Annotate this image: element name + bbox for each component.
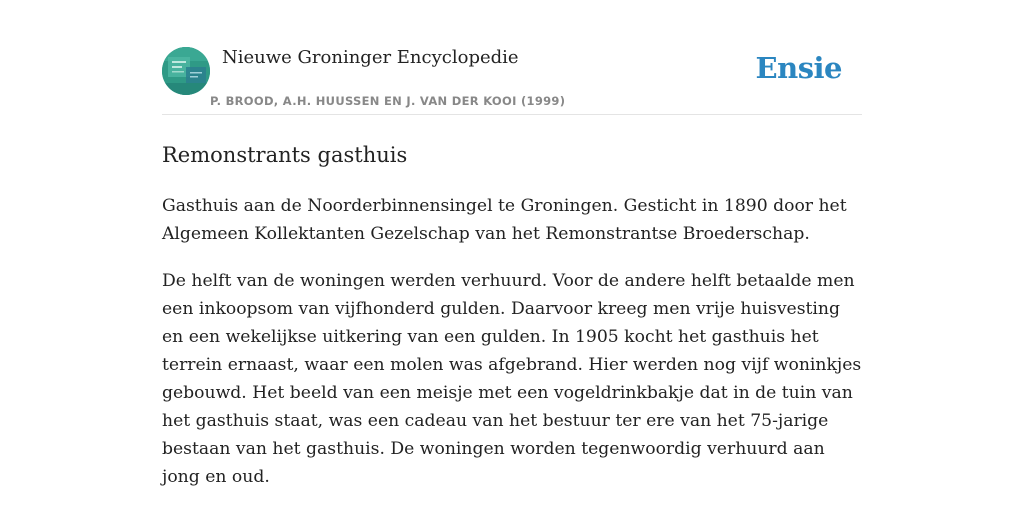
article-page xyxy=(162,0,862,512)
article-paragraph: De helft van de woningen werden verhuurd. Voor de andere helft betaalde men een inkoopsom van vijfhonderd gulden. Daarvoor kreeg men vrije huisvesting en een wekelijkse uitkering van een gulden. In 1905 kocht het gasthuis het terrein ernaast, waar een molen was afgebrand. Hier werden nog vijf woninkjes gebouwd. Het beeld van een meisje met een vogeldrinkbakje dat in de tuin van het gasthuis staat, was een cadeau van het bestuur ter ere van het 75-jarige bestaan van het gasthuis. De woningen worden tegenwoordig verhuurd aan jong en oud. xyxy=(162,271,862,487)
article-paragraph: Gasthuis aan de Noorderbinnensingel te Groningen. Gesticht in 1890 door het Algemeen Kollektanten Gezelschap van het Remonstrantse Broederschap. xyxy=(162,196,847,244)
book-cover-art xyxy=(162,47,210,95)
source-title[interactable]: Nieuwe Groninger Encyclopedie xyxy=(222,47,519,68)
article-title: Remonstrants gasthuis xyxy=(162,143,408,167)
book-cover-icon[interactable] xyxy=(162,47,210,95)
source-header xyxy=(162,0,862,115)
ensie-logo[interactable]: Ensie xyxy=(755,51,842,85)
source-authors: P. BROOD, A.H. HUUSSEN EN J. VAN DER KOOI (1999) xyxy=(210,94,566,108)
article-body xyxy=(162,192,862,510)
